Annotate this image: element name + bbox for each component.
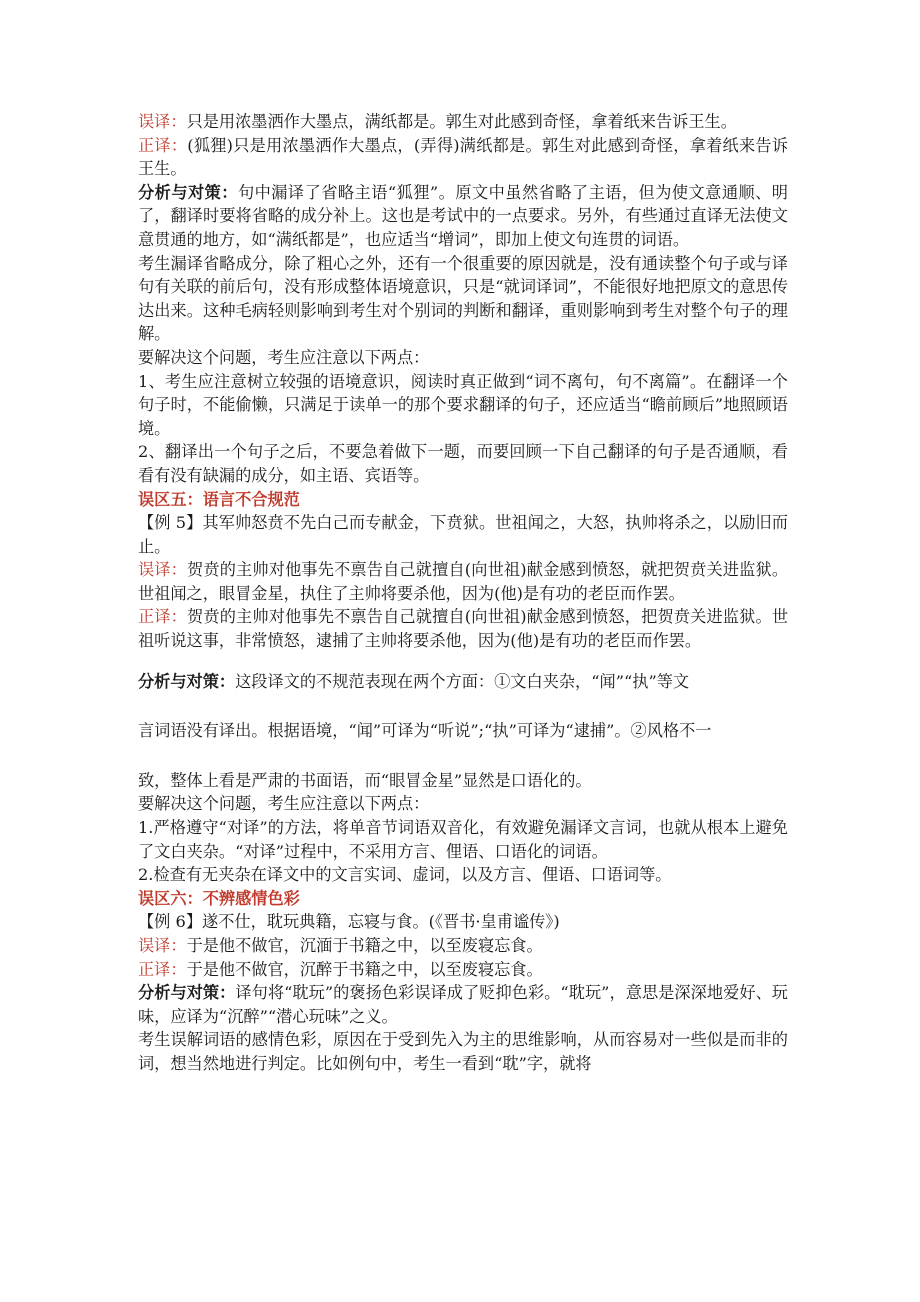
paragraph-body: 致，整体上看是严肃的书面语，而“眼冒金星”显然是口语化的。 xyxy=(138,770,592,790)
paragraph-body: 考生误解词语的感情色彩，原因在于受到先入为主的思维影响，从而容易对一些似是而非的词，想当然地进行判定。比如例句中，考生一看到“耽”字，就将 xyxy=(138,1030,788,1073)
paragraph-body: 要解决这个问题，考生应注意以下两点： xyxy=(138,347,430,367)
paragraph-point-2: 2.检查有无夹杂在译文中的文言实词、虚词，以及方言、俚语、口语词等。 xyxy=(138,865,672,885)
analysis-label: 分析与对策： xyxy=(138,983,236,1003)
wrong-translation-label: 误译： xyxy=(138,560,188,580)
paragraph-point-1: 1、考生应注意树立较强的语境意识，阅读时真正做到“词不离句，句不离篇”。在翻译一个句子时，不能偷懒，只满足于读单一的那个要求翻译的句子，还应适当“瞻前顾后”地照顾语境。 xyxy=(138,371,788,438)
paragraph-text: 于是他不做官，沉湎于书籍之中，以至废寝忘食。 xyxy=(186,936,543,955)
paragraph-point-2: 2、翻译出一个句子之后，不要急着做下一题，而要回顾一下自己翻译的句子是否通顺，看看有没有缺漏的成分，如主语、宾语等。 xyxy=(138,442,788,485)
example-label: 【例 6】 xyxy=(138,912,203,932)
paragraph-text: 遂不仕，耽玩典籍，忘寝与食。(《晋书·皇甫谧传》) xyxy=(202,912,560,932)
section-heading-5: 误区五：语言不合规范 xyxy=(138,489,300,509)
paragraph-wrong-translation-5 xyxy=(138,558,788,605)
wrong-translation-label: 误译： xyxy=(138,936,187,955)
paragraph-wrong-translation-1 xyxy=(138,110,788,134)
document-page xyxy=(138,110,788,1076)
paragraph-correct-translation-6 xyxy=(138,958,788,982)
analysis-label: 分析与对策： xyxy=(138,182,238,202)
paragraph-analysis-6 xyxy=(138,981,788,1028)
paragraph-text: 只是用浓墨洒作大墨点，满纸都是。郭生对此感到奇怪，拿着纸来告诉王生。 xyxy=(186,112,737,131)
paragraph-correct-translation-1 xyxy=(138,134,788,181)
paragraph-text: 这段译文的不规范表现在两个方面：①文白夹杂，“闻”“执”等文 xyxy=(235,671,690,691)
paragraph-body: 考生漏译省略成分，除了粗心之外，还有一个很重要的原因就是，没有通读整个句子或与译句有关联的前后句，没有形成整体语境意识，只是“就词译词”，不能很好地把原文的意思传达出来。这种毛病轻则影响到考生对个别词的判断和翻译，重则影响到考生对整个句子的理解。 xyxy=(138,253,788,344)
paragraph-correct-translation-5 xyxy=(138,605,788,652)
paragraph-analysis-5 xyxy=(138,670,788,694)
paragraph-body: 言词语没有译出。根据语境，“闻”可译为“听说”;“执”可译为“逮捕”。②风格不一 xyxy=(138,721,712,741)
correct-translation-label: 正译： xyxy=(138,135,188,155)
paragraph-point-1: 1.严格遵守“对译”的方法，将单音节词语双音化，有效避免漏译文言词，也就从根本上避免了文白夹杂。“对译”过程中，不采用方言、俚语、口语化的词语。 xyxy=(138,818,788,861)
paragraph-text: 译句将“耽玩”的褒扬色彩误译成了贬抑色彩。“耽玩”，意思是深深地爱好、玩味，应译为“沉醉”“潜心玩味”之义。 xyxy=(138,983,788,1026)
paragraph-text: 句中漏译了省略主语“狐狸”。原文中虽然省略了主语，但为使文意通顺、明了，翻译时要将省略的成分补上。这也是考试中的一点要求。另外，有些通过直译无法使文意贯通的地方，如“满纸都是”，也应适当“增词”，即加上使文句连贯的词语。 xyxy=(138,182,788,249)
paragraph-text: 其军帅怒贲不先白己而专献金，下贲狱。世祖闻之，大怒，执帅将杀之，以励旧而止。 xyxy=(138,513,788,556)
section-heading-6: 误区六：不辨感情色彩 xyxy=(138,888,300,908)
paragraph-analysis-1 xyxy=(138,181,788,252)
correct-translation-label: 正译： xyxy=(138,959,187,979)
paragraph-text: 贺贲的主帅对他事先不禀告自己就擅自(向世祖)献金感到愤怒，把贺贲关进监狱。世祖听说这事，非常愤怒，逮捕了主帅将要杀他，因为(他)是有功的老臣而作罢。 xyxy=(138,607,789,651)
paragraph-wrong-translation-6 xyxy=(138,934,788,958)
paragraph-text: 于是他不做官，沉醉于书籍之中，以至废寝忘食。 xyxy=(186,959,543,979)
paragraph-body: 要解决这个问题，考生应注意以下两点： xyxy=(138,794,430,814)
wrong-translation-label: 误译： xyxy=(138,112,187,131)
correct-translation-label: 正译： xyxy=(138,607,188,627)
paragraph-example-5 xyxy=(138,511,788,558)
analysis-label: 分析与对策： xyxy=(138,671,236,691)
paragraph-example-6 xyxy=(138,910,788,934)
paragraph-text: 贺贲的主帅对他事先不禀告自己就擅自(向世祖)献金感到愤怒，就把贺贲关进监狱。世祖闻之，眼冒金星，执住了主帅将要杀他，因为(他)是有功的老臣而作罢。 xyxy=(138,560,789,603)
paragraph-text: (狐狸)只是用浓墨洒作大墨点，(弄得)满纸都是。郭生对此感到奇怪，拿着纸来告诉王生。 xyxy=(138,135,788,179)
example-label: 【例 5】 xyxy=(138,513,203,533)
